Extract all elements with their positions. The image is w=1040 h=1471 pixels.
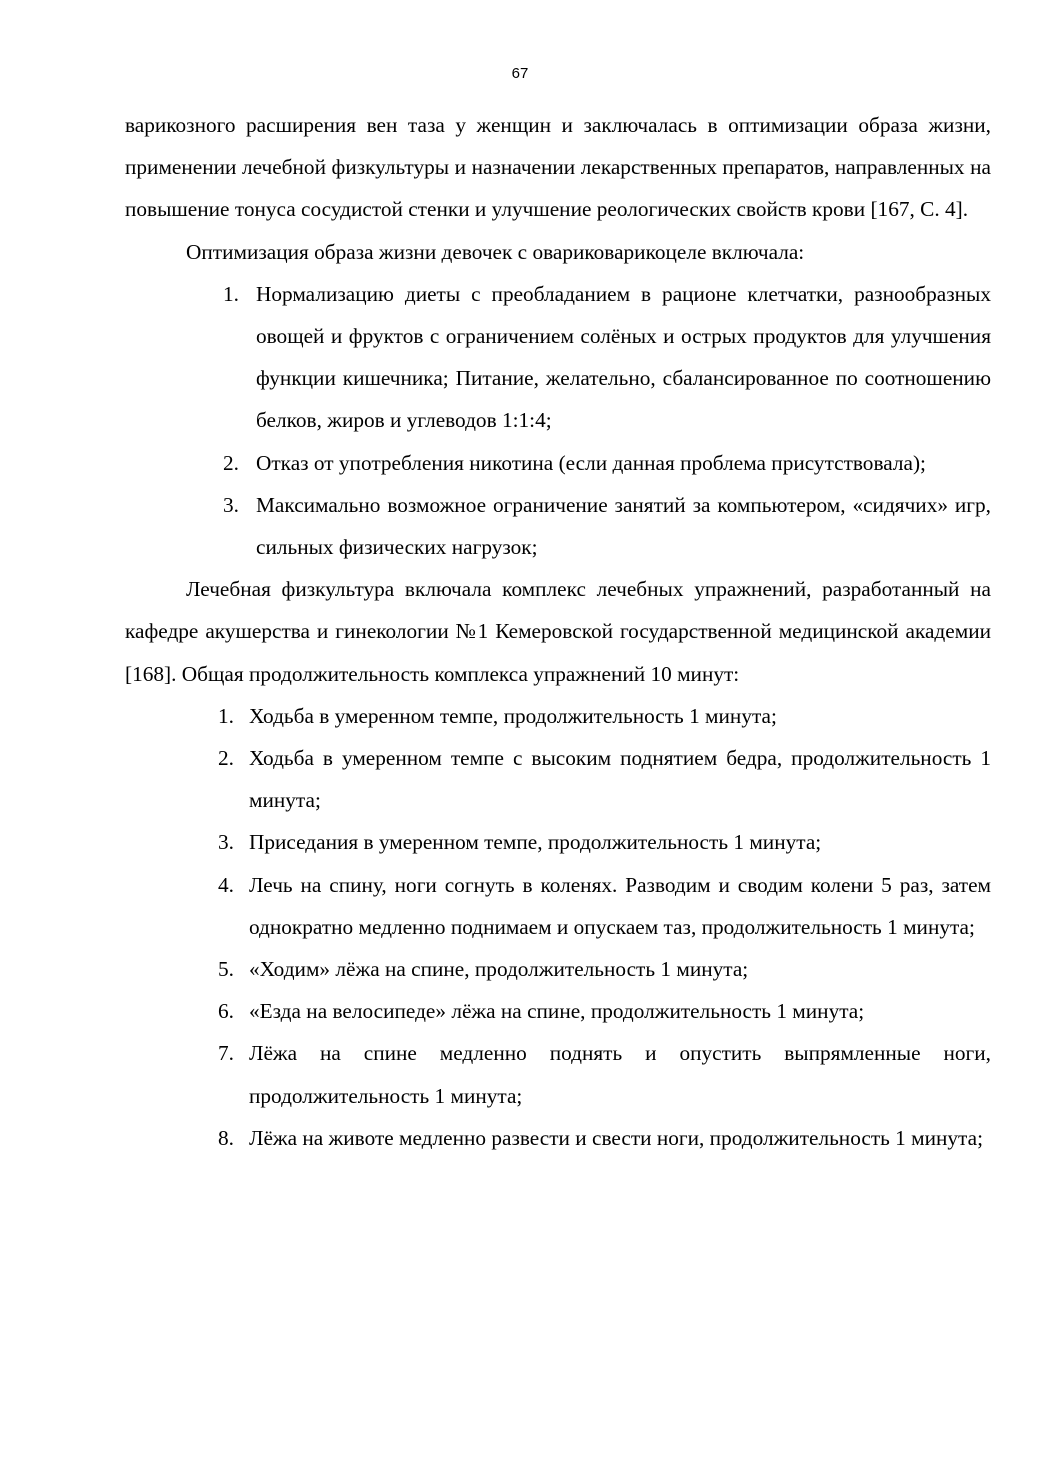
- list-item-text: Лёжа на животе медленно развести и свести ноги, продолжительность 1 минута;: [249, 1125, 983, 1150]
- list-item-text: Лёжа на спине медленно поднять и опустить выпрямленные ноги, продолжительность 1 минута;: [249, 1041, 991, 1108]
- list-item: [125, 1117, 991, 1159]
- list-item: [125, 948, 991, 990]
- list-item: [125, 1032, 991, 1116]
- paragraph-lifestyle-intro: Оптимизация образа жизни девочек с овариковарикоцеле включала:: [186, 239, 805, 264]
- list-item-number: 2.: [218, 746, 234, 771]
- list-item: [125, 821, 991, 863]
- page-number: 67: [511, 65, 529, 82]
- list-item-text: Ходьба в умеренном темпе, продолжительность 1 минута;: [249, 703, 777, 728]
- list-item-number: 3.: [223, 492, 239, 517]
- list-item: [125, 484, 991, 568]
- list-item-number: 1.: [223, 281, 239, 306]
- list-item-text: «Ходим» лёжа на спине, продолжительность 1 минута;: [249, 957, 749, 982]
- list-item-number: 4.: [218, 872, 234, 897]
- paragraph-continuation: варикозного расширения вен таза у женщин и заключалась в оптимизации образа жизни, применении лечебной физкультуры и назначении лекарственных препаратов, направленных на повышение тонуса сосудистой стенки и улучшение реологических свойств крови [167, С. 4].: [125, 113, 991, 222]
- list-item-number: 2.: [223, 450, 239, 475]
- list-item: [125, 737, 991, 821]
- list-item-text: Отказ от употребления никотина (если данная проблема присутствовала);: [256, 450, 926, 475]
- list-item: [125, 695, 991, 737]
- list-item-text: Приседания в умеренном темпе, продолжительность 1 минута;: [249, 830, 822, 855]
- paragraph-exercise-intro: Лечебная физкультура включала комплекс лечебных упражнений, разработанный на кафедре акушерства и гинекологии №1 Кемеровской государственной медицинской академии [168]. Общая продолжительность комплекса упражнений 10 минут:: [125, 577, 991, 686]
- list-item-number: 5.: [218, 957, 234, 982]
- list-item: [125, 273, 991, 442]
- list-item-text: Нормализацию диеты с преобладанием в рационе клетчатки, разнообразных овощей и фруктов с ограничением солёных и острых продуктов для улучшения функции кишечника; Питание, желательно, сбалансированное по соотношению белков, жиров и углеводов 1:1:4;: [256, 281, 991, 433]
- list-item-text: Ходьба в умеренном темпе с высоким поднятием бедра, продолжительность 1 минута;: [249, 746, 991, 813]
- list-item-number: 6.: [218, 999, 234, 1024]
- list-item: [125, 442, 991, 484]
- list-item-text: Лечь на спину, ноги согнуть в коленях. Разводим и сводим колени 5 раз, затем однократно медленно поднимаем и опускаем таз, продолжительность 1 минута;: [249, 872, 991, 939]
- list-item-number: 1.: [218, 703, 234, 728]
- list-item-number: 8.: [218, 1125, 234, 1150]
- list-item-number: 3.: [218, 830, 234, 855]
- list-item: [125, 990, 991, 1032]
- list-item: [125, 864, 991, 948]
- lifestyle-list: [125, 273, 991, 568]
- exercise-list: [125, 695, 991, 1159]
- list-item-text: «Езда на велосипеде» лёжа на спине, продолжительность 1 минута;: [249, 999, 865, 1024]
- document-body: [125, 104, 991, 1159]
- list-item-text: Максимально возможное ограничение занятий за компьютером, «сидячих» игр, сильных физических нагрузок;: [256, 492, 991, 560]
- list-item-number: 7.: [218, 1041, 234, 1066]
